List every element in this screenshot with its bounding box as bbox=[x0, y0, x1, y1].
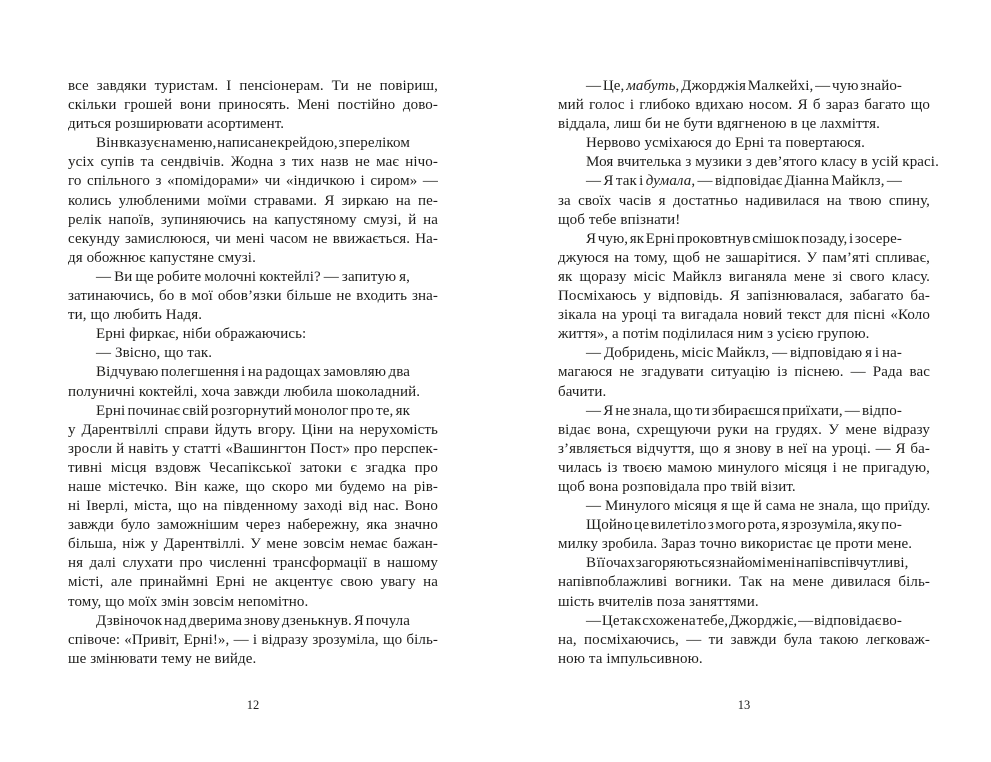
text-line: наше містечко. Він каже, що скоро ми будемо на рів- bbox=[68, 478, 439, 495]
text-line: ні Іверлі, міста, що на південному заході від нас. Воно bbox=[68, 498, 439, 515]
text-line: ти, що любить Надя. bbox=[68, 307, 203, 324]
text-line: щоб вона розповідала про твій візит. bbox=[558, 478, 796, 495]
text-line: — Ви ще робите молочні коктейлі? — запитую я, bbox=[96, 268, 411, 285]
text-line: шість вчителів поза заняттями. bbox=[558, 593, 759, 610]
left-page-text bbox=[68, 77, 438, 669]
text-line: магаюся не згадувати ситуацію із піснею. — Рада вас bbox=[558, 364, 931, 381]
italic-text: думала bbox=[645, 173, 692, 190]
text-line: віддала, лиш би не бути вдягненою в це лахміття. bbox=[558, 116, 880, 133]
text-line: Нервово усміхаюся до Ерні та повертаюся. bbox=[586, 135, 866, 152]
text-line: як щоразу місіс Майклз виганяла мене зі свого класу. bbox=[558, 268, 931, 285]
text-line: зросли й навіть у статті «Вашингтон Пост» про перспек- bbox=[68, 440, 439, 457]
text-line: В її очах загоряються знайомі мені напівспівчутливі, bbox=[586, 555, 909, 572]
text-line: диться розширювати асортимент. bbox=[68, 116, 285, 133]
text-line: Дзвіночок над дверима знову дзенькнув. Я почула bbox=[96, 612, 410, 629]
text-line: ше змінювати тему не вийде. bbox=[68, 650, 257, 667]
italic-text: мабуть bbox=[626, 78, 676, 94]
right-page bbox=[558, 77, 939, 712]
text-line: джуюся на тому, щоб не зашарітися. У пам’яті спливає, bbox=[558, 249, 930, 266]
right-page-text bbox=[558, 77, 939, 669]
text-line: Щойно це вилетіло з мого рота, я зрозуміла, яку по- bbox=[586, 517, 902, 534]
text-line: мий голос і глибоко вдихаю носом. Я б зараз багато що bbox=[558, 97, 930, 114]
text-line: Він вказує на меню, написане крейдою, з переліком bbox=[96, 135, 410, 152]
text-line: — Минулого місяця я ще й сама не знала, що приїду. bbox=[586, 498, 931, 515]
text-line: за своїх часів я достатньо надивилася на твою спину, bbox=[558, 192, 931, 209]
text-line: завжди було заможнішим через набережну, яка значно bbox=[68, 517, 439, 534]
text-line: затинаючись, бо в мої обов’язки більше не входить зна- bbox=[68, 288, 439, 305]
text-line: співоче: «Привіт, Ерні!», — і відразу зрозуміла, що біль- bbox=[68, 631, 439, 648]
text-line: скільки грошей вони приносять. Мені постійно дово- bbox=[68, 97, 438, 114]
text-line: тому, що моїх змін зовсім непомітно. bbox=[68, 593, 309, 610]
text-line: ня далі слухати про численні трансформації в нашому bbox=[68, 555, 439, 572]
text-line: милку зробила. Зараз точно використає це проти мене. bbox=[558, 536, 913, 553]
text-line: Відчуваю полегшення і на радощах замовляю два bbox=[96, 364, 410, 381]
text-line: більша, ніж у Дарентвіллі. У мене зовсім немає бажан- bbox=[68, 536, 439, 553]
text-line: Моя вчителька з музики з дев’ятого класу в усій красі. bbox=[586, 154, 939, 171]
text-line: ною та імпульсивною. bbox=[558, 650, 703, 667]
page-number-left: 12 bbox=[246, 698, 260, 712]
text-line: напівпоблажливі вогники. Так на мене дивилася біль- bbox=[558, 574, 930, 591]
text-line: бачити. bbox=[558, 383, 607, 400]
text-line: колись улюбленими моїми стравами. Я зиркаю на пе- bbox=[68, 192, 439, 209]
text-line: зікала на уроці та вигадала новий текст для пісні «Коло bbox=[558, 307, 930, 324]
text-line: — Я не знала, що ти збираєшся приїхати, — відпо- bbox=[586, 402, 902, 419]
text-line: — Це так схоже на тебе, Джорджіє, — відповідає во- bbox=[586, 612, 902, 629]
text-line: Ерні починає свій розгорнутий монолог про те, як bbox=[96, 402, 411, 419]
text-line: — Це, мабуть, Джорджія Малкейхі, — чую знайо- bbox=[586, 78, 903, 94]
text-line: Ерні фиркає, ніби ображаючись: bbox=[96, 326, 307, 343]
text-line: — Я так і думала, — відповідає Діанна Майклз, — bbox=[586, 173, 902, 190]
text-line: полуничні коктейлі, хоча завжди любила шоколадний. bbox=[68, 383, 421, 400]
page-number-right: 13 bbox=[737, 698, 751, 712]
text-line: на, посміхаючись, — ти завжди була такою легковаж- bbox=[558, 631, 930, 648]
text-line: місті, але принаймні Ерні не акцентує свою увагу на bbox=[68, 574, 439, 591]
text-line: усіх супів та сендвічів. Жодна з тих назв не має нічо- bbox=[68, 154, 438, 171]
text-line: чилась із твоєю мамою минулого місяця і не пригадую, bbox=[558, 459, 931, 476]
text-line: — Звісно, що так. bbox=[96, 345, 213, 362]
text-line: — Добридень, місіс Майклз, — відповідаю я і на- bbox=[586, 345, 903, 362]
text-line: відає вона, схрещуючи руки на грудях. У мене відразу bbox=[558, 421, 930, 438]
text-line: Я чую, як Ерні проковтнув смішок позаду, і зосере- bbox=[586, 230, 902, 247]
text-line: з’являється відчуття, що я знову в неї на уроці. — Я ба- bbox=[558, 440, 930, 457]
text-line: все завдяки туристам. І пенсіонерам. Ти не повіриш, bbox=[68, 78, 439, 94]
text-line: го спільного з «помідорами» чи «індичкою і сиром» — bbox=[68, 173, 439, 190]
text-line: щоб тебе впізнати! bbox=[558, 211, 681, 228]
text-line: життя», а потім поділилася ним з усією групою. bbox=[558, 326, 870, 343]
text-line: у Дарентвіллі справи йдуть вгору. Ціни на нерухомість bbox=[68, 421, 439, 438]
text-line: дя обожнює капустяне смузі. bbox=[68, 249, 256, 266]
text-line: тивні місця вздовж Чесапікської затоки є згадка про bbox=[68, 459, 438, 476]
left-page bbox=[68, 77, 439, 712]
text-line: секунду замислююся, чи мені часом не ввижається. На- bbox=[68, 230, 438, 247]
text-line: Посміхаюсь у відповідь. Я запізнювалася, забагато ба- bbox=[558, 288, 930, 305]
text-line: релік напоїв, зупиняючись на капустяному смузі, й на bbox=[68, 211, 439, 228]
